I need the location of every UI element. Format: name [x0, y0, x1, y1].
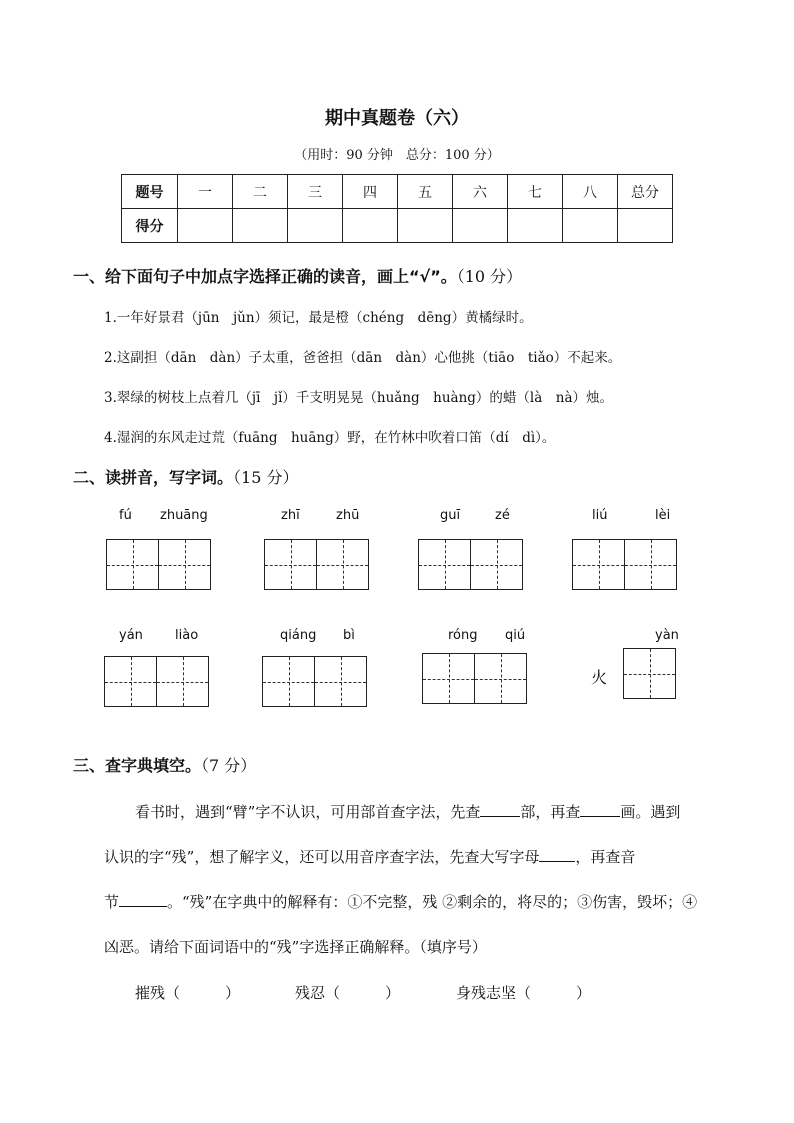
pinyin-label: róng [448, 628, 478, 643]
fill-blank[interactable] [580, 802, 620, 817]
writing-grid-zhizhu [264, 539, 369, 590]
score-header-cell: 六 [453, 175, 508, 209]
text: 画。遇到 [620, 803, 681, 821]
pinyin-label: zhuāng [160, 508, 208, 523]
pinyin-label: guī [440, 508, 461, 523]
writing-box[interactable] [418, 539, 471, 590]
score-input-cell[interactable] [563, 209, 618, 243]
pinyin-label: fú [119, 508, 132, 523]
pinyin-label: zhī [281, 508, 300, 523]
pinyin-label: lèi [655, 508, 671, 523]
section-3-title: 三、查字典填空。 [73, 756, 202, 775]
text: 看书时，遇到“臂”字不认识，可用部首查字法，先查 [135, 803, 481, 821]
writing-box[interactable] [158, 539, 211, 590]
writing-box[interactable] [316, 539, 369, 590]
fire-radical-prefix: 火 [591, 668, 608, 687]
score-header-cell: 五 [398, 175, 453, 209]
section-3-points: （7 分） [201, 756, 257, 775]
writing-grid-yanliao [104, 656, 209, 707]
writing-box[interactable] [314, 656, 367, 707]
section-1-title: 一、给下面句子中加点字选择正确的读音，画上“√”。 [73, 267, 457, 286]
section-2-heading [73, 465, 298, 488]
score-input-cell[interactable] [398, 209, 453, 243]
writing-box[interactable] [474, 653, 527, 704]
writing-grid-qiangbi [262, 656, 367, 707]
word-item: 身残志坚（ ） [456, 984, 592, 1002]
writing-grid-yan [623, 648, 676, 699]
section-3-line-1 [135, 801, 755, 822]
score-header-cell: 四 [343, 175, 398, 209]
writing-grid-rongqiu [422, 653, 527, 704]
text: 认识的字“残”，想了解字义，还可以用音序查字法，先查大写字母 [104, 848, 540, 866]
score-header-cell: 题号 [122, 175, 178, 209]
question-1-2: 2.这副担（dān dàn）子太重，爸爸担（dān dàn）心他挑（tiāo tiǎo）不起来。 [104, 350, 622, 366]
text: ，再查音 [575, 848, 636, 866]
score-header-cell: 三 [288, 175, 343, 209]
score-header-cell: 总分 [618, 175, 673, 209]
writing-box[interactable] [156, 656, 209, 707]
question-1-1: 1.一年好景君（jūn jǔn）须记，最是橙（chéng dēng）黄橘绿时。 [104, 310, 533, 326]
text: 部，再查 [520, 803, 581, 821]
writing-box[interactable] [624, 539, 677, 590]
score-table-score-row [122, 209, 673, 243]
score-input-cell[interactable] [618, 209, 673, 243]
writing-box[interactable] [422, 653, 475, 704]
writing-box[interactable] [106, 539, 159, 590]
score-header-cell: 一 [178, 175, 233, 209]
section-3-heading [73, 753, 256, 776]
word-item: 残忍（ ） [295, 984, 401, 1002]
fill-blank[interactable] [539, 847, 575, 862]
section-2-points: （15 分） [233, 468, 299, 487]
writing-box[interactable] [623, 648, 676, 699]
writing-grid-liulei [572, 539, 677, 590]
page-title: 期中真题卷（六） [325, 108, 469, 129]
score-table [121, 174, 673, 243]
writing-box[interactable] [264, 539, 317, 590]
fill-blank[interactable] [119, 892, 167, 907]
score-input-cell[interactable] [453, 209, 508, 243]
score-row-label: 得分 [122, 209, 178, 243]
section-1-heading [73, 264, 522, 287]
score-header-cell: 七 [508, 175, 563, 209]
section-3-line-4: 凶恶。请给下面词语中的“残”字选择正确解释。（填序号） [104, 938, 487, 956]
section-1-points: （10 分） [456, 267, 523, 286]
writing-box[interactable] [470, 539, 523, 590]
text: 。“残”在字典中的解释有：①不完整，残 ②剩余的，将尽的；③伤害，毁坏；④ [167, 893, 698, 911]
score-input-cell[interactable] [288, 209, 343, 243]
writing-box[interactable] [572, 539, 625, 590]
section-3-line-3 [104, 891, 724, 912]
pinyin-label: zhū [336, 508, 360, 523]
score-input-cell[interactable] [178, 209, 233, 243]
writing-box[interactable] [104, 656, 157, 707]
pinyin-label: yàn [655, 628, 679, 643]
writing-grid-guize [418, 539, 523, 590]
writing-box[interactable] [262, 656, 315, 707]
question-1-3: 3.翠绿的树枝上点着几（jī jǐ）千支明晃晃（huǎng huàng）的蜡（là nà）烛。 [104, 390, 614, 406]
score-input-cell[interactable] [343, 209, 398, 243]
pinyin-label: liú [592, 508, 608, 523]
score-input-cell[interactable] [233, 209, 288, 243]
exam-info: （用时：90 分钟 总分：100 分） [294, 148, 500, 163]
question-1-4: 4.湿润的东风走过荒（fuāng huāng）野，在竹林中吹着口笛（dí dì）。 [104, 430, 556, 446]
score-table-header-row [122, 175, 673, 209]
section-2-title: 二、读拼音，写字词。 [73, 468, 234, 487]
pinyin-label: qiú [505, 628, 526, 643]
score-header-cell: 八 [563, 175, 618, 209]
score-header-cell: 二 [233, 175, 288, 209]
writing-grid-fuzhuang [106, 539, 211, 590]
text: 节 [104, 893, 120, 911]
fill-blank[interactable] [480, 802, 520, 817]
word-item: 摧残（ ） [135, 984, 241, 1002]
pinyin-label: qiáng [280, 628, 317, 643]
section-3-line-2 [104, 846, 724, 867]
pinyin-label: zé [495, 508, 510, 523]
score-input-cell[interactable] [508, 209, 563, 243]
pinyin-label: bì [343, 628, 355, 643]
pinyin-label: yán [119, 628, 143, 643]
pinyin-label: liào [175, 628, 199, 643]
